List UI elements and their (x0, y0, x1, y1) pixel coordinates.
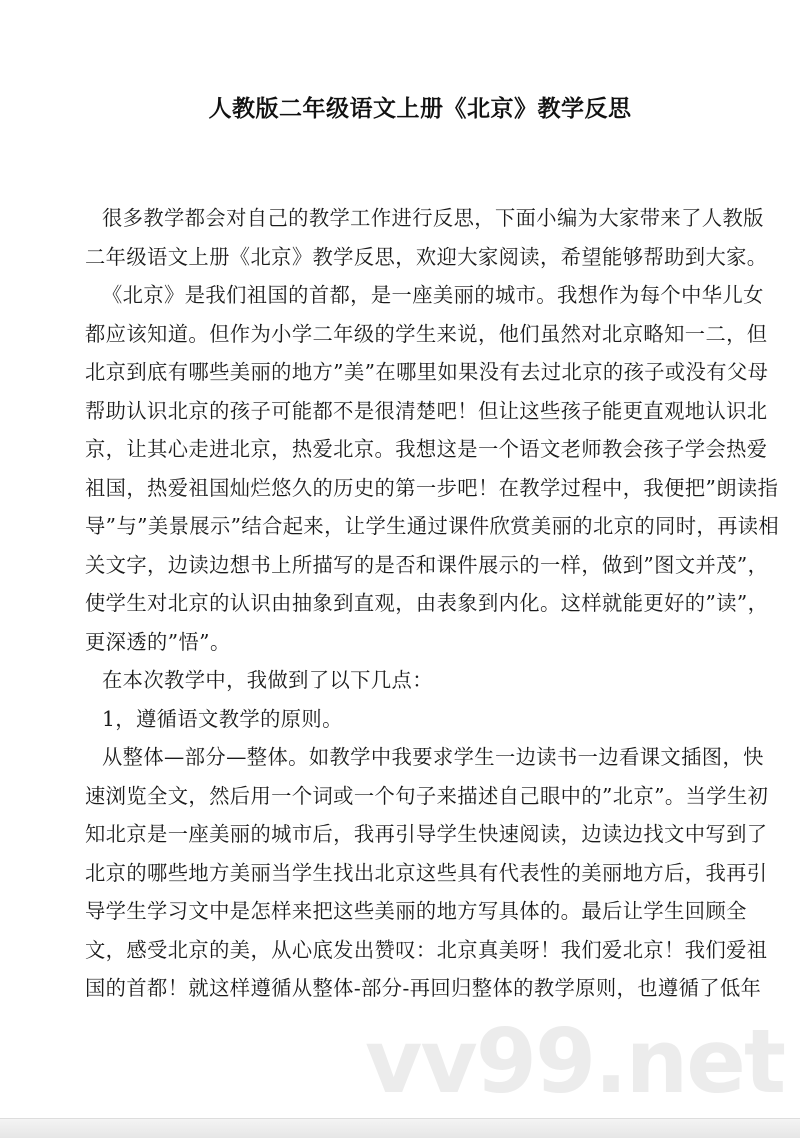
text-line: 北京的哪些地方美丽当学生找出北京这些具有代表性的美丽地方后，我再引 (85, 860, 768, 885)
text-line: 导”与”美景展示”结合起来，让学生通过课件欣赏美丽的北京的同时，再读相 (85, 514, 780, 538)
text-line: 速浏览全文，然后用一个词或一个句子来描述自己眼中的”北京”。当学生初 (85, 783, 769, 808)
text-line: 1，遵循语文教学的原则。 (102, 706, 343, 731)
text-line: 都应该知道。但作为小学二年级的学生来说，他们虽然对北京略知一二，但 (85, 321, 768, 346)
text-line: 帮助认识北京的孩子可能都不是很清楚吧！但让这些孩子能更直观地认识北 (85, 398, 768, 423)
text-line: 《北京》是我们祖国的首都，是一座美丽的城市。我想作为每个中华儿女 (102, 283, 764, 307)
text-line: 在本次教学中，我做到了以下几点： (102, 668, 433, 692)
text-line: 使学生对北京的认识由抽象到直观，由表象到内化。这样就能更好的”读”， (85, 591, 769, 615)
text-line: 国的首都！就这样遵循从整体-部分-再回归整体的教学原则，也遵循了低年 (85, 976, 762, 1000)
text-line: 祖国，热爱祖国灿烂悠久的历史的第一步吧！在教学过程中，我便把”朗读指 (85, 475, 779, 500)
text-line: 文，感受北京的美，从心底发出赞叹：北京真美呀！我们爱北京！我们爱祖 (85, 937, 768, 962)
text-line: 知北京是一座美丽的城市后，我再引导学生快速阅读，边读边找文中写到了 (85, 822, 768, 846)
text-line: 二年级语文上册《北京》教学反思，欢迎大家阅读，希望能够帮助到大家。 (85, 244, 768, 269)
page-edge (0, 1118, 800, 1138)
document-body (85, 199, 780, 1008)
text-line: 从整体—部分—整体。如教学中我要求学生一边读书一边看课文插图，快 (102, 745, 764, 769)
watermark: vv99.net (365, 1010, 785, 1113)
text-line: 京，让其心走进北京，热爱北京。我想这是一个语文老师教会孩子学会热爱 (85, 437, 768, 461)
text-line: 关文字，边读边想书上所描写的是否和课件展示的一样，做到”图文并茂”， (85, 552, 769, 577)
document-title: 人教版二年级语文上册《北京》教学反思 (208, 96, 632, 122)
text-line: 北京到底有哪些美丽的地方”美”在哪里如果没有去过北京的孩子或没有父母 (85, 360, 769, 384)
text-line: 导学生学习文中是怎样来把这些美丽的地方写具体的。最后让学生回顾全 (85, 899, 747, 923)
text-line: 更深透的”悟”。 (85, 629, 231, 654)
text-line: 很多教学都会对自己的教学工作进行反思，下面小编为大家带来了人教版 (102, 206, 764, 230)
